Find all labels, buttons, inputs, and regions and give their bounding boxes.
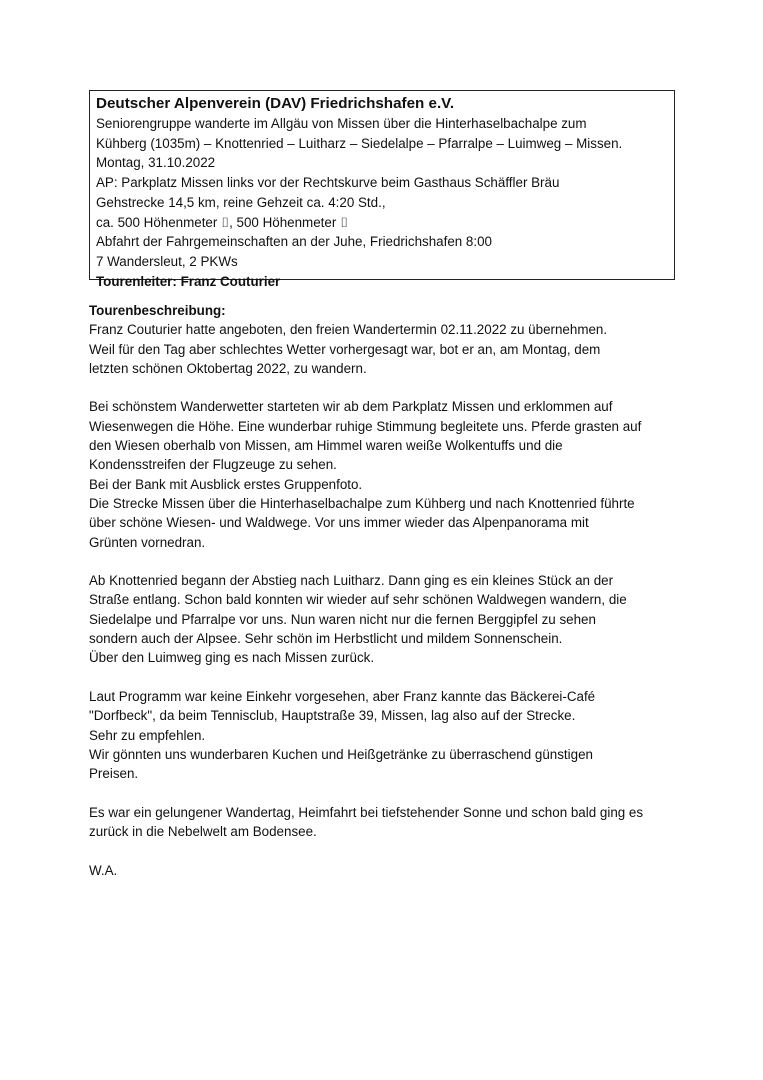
paragraph-line: sondern auch der Alpsee. Sehr schön im Herbstlicht und mildem Sonnenschein. [89,631,563,647]
paragraph-line: Ab Knottenried begann der Abstieg nach Luitharz. Dann ging es ein kleines Stück an der [89,573,614,589]
meeting-point: AP: Parkplatz Missen links vor der Rechtskurve beim Gasthaus Schäffler Bräu [96,175,560,191]
paragraph-line: Siedelalpe und Pfarralpe vor uns. Nun waren nicht nur die fernen Berggipfel zu sehen [89,611,596,627]
paragraph-line: Preisen. [89,766,139,782]
paragraph-line: über schöne Wiesen- und Waldwege. Vor uns immer wieder das Alpenpanorama mit [89,515,589,531]
paragraph-line: Sehr zu empfehlen. [89,727,206,743]
report-paragraph [89,803,689,842]
paragraph-line: Wiesenwegen die Höhe. Eine wunderbar ruhige Stimmung begleitete uns. Pferde grasten auf [89,418,642,434]
tour-leader: Tourenleiter: Franz Couturier [96,273,281,289]
tour-route-line: Kühberg (1035m) – Knottenried – Luitharz – Siedelalpe – Pfarralpe – Luimweg – Missen. [96,135,623,151]
paragraph-line: Kondensstreifen der Flugzeuge zu sehen. [89,457,337,473]
departure-info: Abfahrt der Fahrgemeinschaften an der Juhe, Friedrichshafen 8:00 [96,234,492,250]
tour-description-line: Seniorengruppe wanderte im Allgäu von Missen über die Hinterhaselbachalpe zum [96,116,587,131]
report-paragraph [89,397,689,551]
paragraph-line: "Dorfbeck", da beim Tennisclub, Hauptstraße 39, Missen, lag also auf der Strecke. [89,708,576,724]
paragraph-line: Straße entlang. Schon bald konnten wir wieder auf sehr schönen Waldwegen wandern, die [89,592,627,608]
club-title: Deutscher Alpenverein (DAV) Friedrichshafen e.V. [96,95,455,112]
paragraph-line: Wir gönnten uns wunderbaren Kuchen und Heißgetränke zu überraschend günstigen [89,746,593,762]
tour-report [89,301,689,880]
elevation-gain: ca. 500 Höhenmeter ⌷, 500 Höhenmeter ⌷ [96,214,349,230]
paragraph-line: den Wiesen oberhalb von Missen, am Himmel waren weiße Wolkentuffs und die [89,438,563,454]
paragraph-line: Bei der Bank mit Ausblick erstes Gruppenfoto. [89,476,363,492]
report-paragraph [89,687,689,783]
paragraph-line: Bei schönstem Wanderwetter starteten wir ab dem Parkplatz Missen und erklommen auf [89,399,613,415]
tour-date: Montag, 31.10.2022 [96,155,216,171]
tour-info-box [89,90,675,289]
author-signature: W.A. [89,862,118,878]
report-heading: Tourenbeschreibung: [89,303,226,318]
paragraph-line: Über den Luimweg ging es nach Missen zurück. [89,650,375,666]
paragraph-line: letzten schönen Oktobertag 2022, zu wandern. [89,360,367,376]
paragraph-line: Es war ein gelungener Wandertag, Heimfahrt bei tiefstehender Sonne und schon bald ging es [89,804,644,820]
paragraph-line: Laut Programm war keine Einkehr vorgesehen, aber Franz kannte das Bäckerei-Café [89,688,596,704]
paragraph-line: Grünten vornedran. [89,534,206,550]
paragraph-line: Die Strecke Missen über die Hinterhaselbachalpe zum Kühberg und nach Knottenried führte [89,495,635,511]
paragraph-line: Franz Couturier hatte angeboten, den freien Wandertermin 02.11.2022 zu übernehmen. [89,322,608,338]
walking-distance: Gehstrecke 14,5 km, reine Gehzeit ca. 4:20 Std., [96,194,386,210]
paragraph-line: zurück in die Nebelwelt am Bodensee. [89,824,317,840]
report-paragraph [89,320,689,378]
participants-info: 7 Wandersleut, 2 PKWs [96,253,238,269]
report-paragraph [89,571,689,667]
paragraph-line: Weil für den Tag aber schlechtes Wetter vorhergesagt war, bot er an, am Montag, dem [89,341,601,357]
